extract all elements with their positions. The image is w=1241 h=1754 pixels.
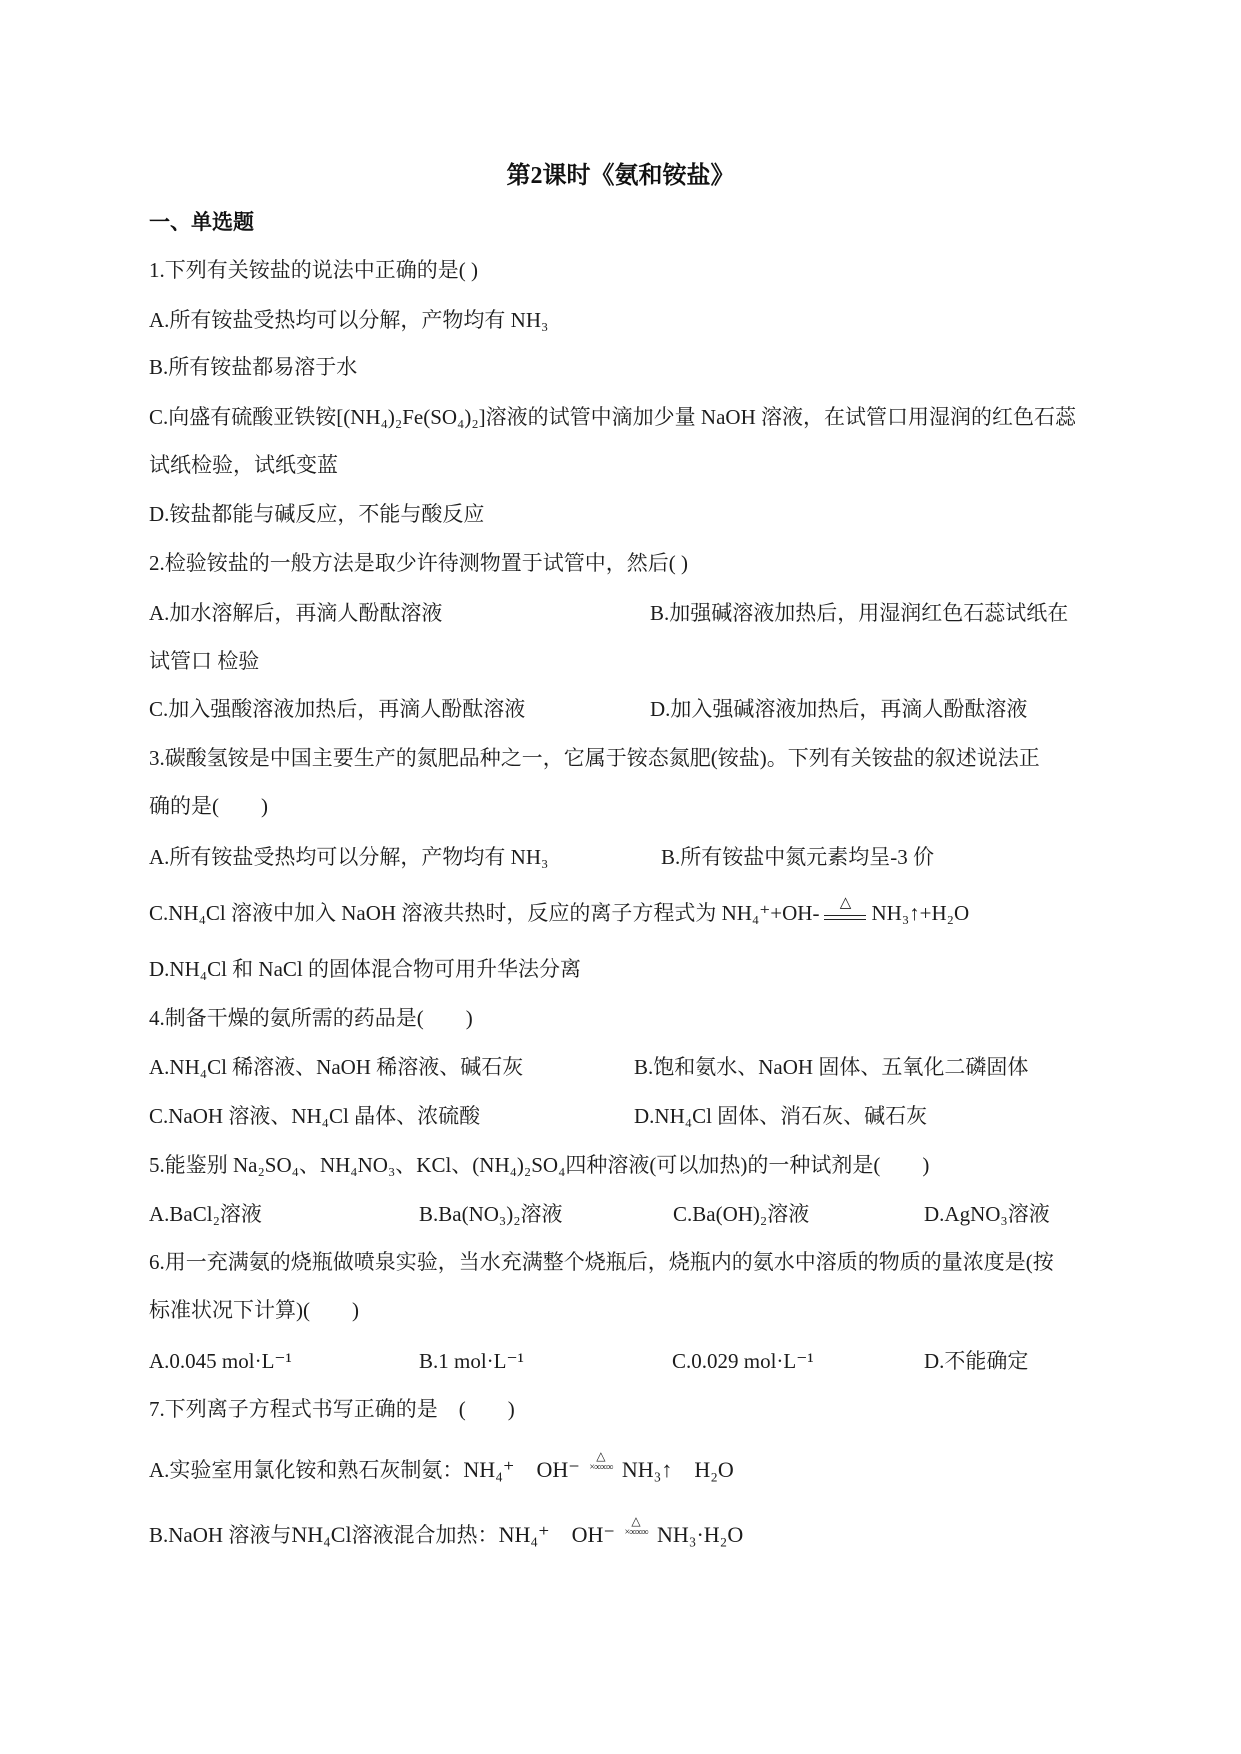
question-5-option-c: C.Ba(OH)₂溶液 [673,1202,810,1226]
question-2-option-a: A.加水溶解后，再滴人酚酞溶液 [149,601,443,625]
question-7-option-b-label-continued: 溶液混合加热： [351,1523,499,1547]
question-4-option-b: B.饱和氨水、NaOH 固体、五氧化二磷固体 [634,1055,1029,1079]
question-3-stem: 3.碳酸氢铵是中国主要生产的氮肥品种之一，它属于铵态氮肥(铵盐)。下列有关铵盐的叙述说法正 [149,746,1040,770]
condition-marks: ×∞∞∞ [589,1462,613,1473]
page-title: 第2课时《氨和铵盐》 [506,163,735,189]
product-ammonia-hydrate: NH₃·H₂O [657,1522,744,1547]
reagent-ammonium-chloride: NH₄Cl [291,1522,352,1547]
question-5-option-b: B.Ba(NO₃)₂溶液 [419,1202,563,1226]
question-3-option-c [149,895,970,925]
question-3-option-d: D.NH₄Cl 和 NaCl 的固体混合物可用升华法分离 [149,957,581,981]
question-3-stem-continued: 确的是( ) [149,794,268,818]
question-1-option-a: A.所有铵盐受热均可以分解，产物均有 NH₃ [149,308,549,332]
question-4-option-a: A.NH₄Cl 稀溶液、NaOH 稀溶液、碱石灰 [149,1055,524,1079]
question-2-option-c: C.加入强酸溶液加热后，再滴人酚酞溶液 [149,697,526,721]
reactant-ammonium: NH₄⁺ [463,1457,515,1482]
heating-triangle-icon: △ [839,895,852,911]
section-heading: 一、单选题 [149,210,254,234]
question-6-option-d: D.不能确定 [924,1349,1029,1373]
double-line-equals [824,915,866,920]
condition-marks: ×∞∞∞ [624,1527,648,1538]
question-1-option-b: B.所有铵盐都易溶于水 [149,355,358,379]
question-1-option-c-continued: 试纸检验，试纸变蓝 [149,453,338,477]
question-2-option-b: B.加强碱溶液加热后，用湿润红色石蕊试纸在 [650,601,1069,625]
question-6-option-b: B.1 mol·L⁻¹ [419,1349,524,1373]
question-3-option-c-products: NH₃↑+H₂O [871,901,970,925]
question-4-option-c: C.NaOH 溶液、NH₄Cl 晶体、浓硫酸 [149,1104,481,1128]
question-7-stem: 7.下列离子方程式书写正确的是 ( ) [149,1397,515,1421]
question-3-option-c-text: C.NH₄Cl 溶液中加入 NaOH 溶液共热时，反应的离子方程式为 NH₄⁺+OH- [149,901,820,925]
question-3-option-b: B.所有铵盐中氮元素均呈-3 价 [661,845,934,869]
question-2-stem: 2.检验铵盐的一般方法是取少许待测物置于试管中，然后( ) [149,551,688,575]
question-1-stem: 1.下列有关铵盐的说法中正确的是( ) [149,258,478,282]
question-6-option-a: A.0.045 mol·L⁻¹ [149,1349,292,1373]
heating-triangle-icon: △ [631,1514,641,1528]
question-5-stem: 5.能鉴别 Na₂SO₄、NH₄NO₃、KCl、(NH₄)₂SO₄四种溶液(可以加热)的一种试剂是( ) [149,1153,930,1177]
reaction-condition [615,1514,657,1547]
question-6-stem: 6.用一充满氨的烧瓶做喷泉实验，当水充满整个烧瓶后，烧瓶内的氨水中溶质的物质的量浓度是(按 [149,1250,1054,1274]
question-2-option-d: D.加入强碱溶液加热后，再滴人酚酞溶液 [650,697,1028,721]
reactant-hydroxide: OH⁻ [536,1457,580,1482]
reactant-hydroxide: OH⁻ [571,1522,616,1547]
product-water: H₂O [694,1457,734,1482]
reaction-condition [580,1449,622,1482]
question-3-option-a: A.所有铵盐受热均可以分解，产物均有 NH₃ [149,845,549,869]
question-1-option-d: D.铵盐都能与碱反应，不能与酸反应 [149,502,485,526]
question-7-option-b [149,1514,744,1547]
product-ammonia: NH₃↑ [621,1457,673,1482]
question-6-stem-continued: 标准状况下计算)( ) [149,1298,359,1322]
heating-condition-arrow [821,895,869,925]
question-1-option-c: C.向盛有硫酸亚铁铵[(NH₄)₂Fe(SO₄)₂]溶液的试管中滴加少量 NaOH 溶液，在试管口用湿润的红色石蕊 [149,405,1076,429]
question-4-option-d: D.NH₄Cl 固体、消石灰、碱石灰 [634,1104,928,1128]
reactant-ammonium: NH₄⁺ [498,1522,550,1547]
question-6-option-c: C.0.029 mol·L⁻¹ [672,1349,814,1373]
question-7-option-b-label: B.NaOH 溶液与 [149,1523,292,1547]
question-4-stem: 4.制备干燥的氨所需的药品是( ) [149,1006,473,1030]
question-5-option-d: D.AgNO₃溶液 [924,1202,1050,1226]
heating-triangle-icon: △ [596,1449,606,1463]
question-5-option-a: A.BaCl₂溶液 [149,1202,262,1226]
question-2-option-b-continued: 试管口 检验 [149,649,260,673]
question-7-option-a [149,1449,734,1482]
question-7-option-a-label: A.实验室用氯化铵和熟石灰制氨： [149,1458,464,1482]
